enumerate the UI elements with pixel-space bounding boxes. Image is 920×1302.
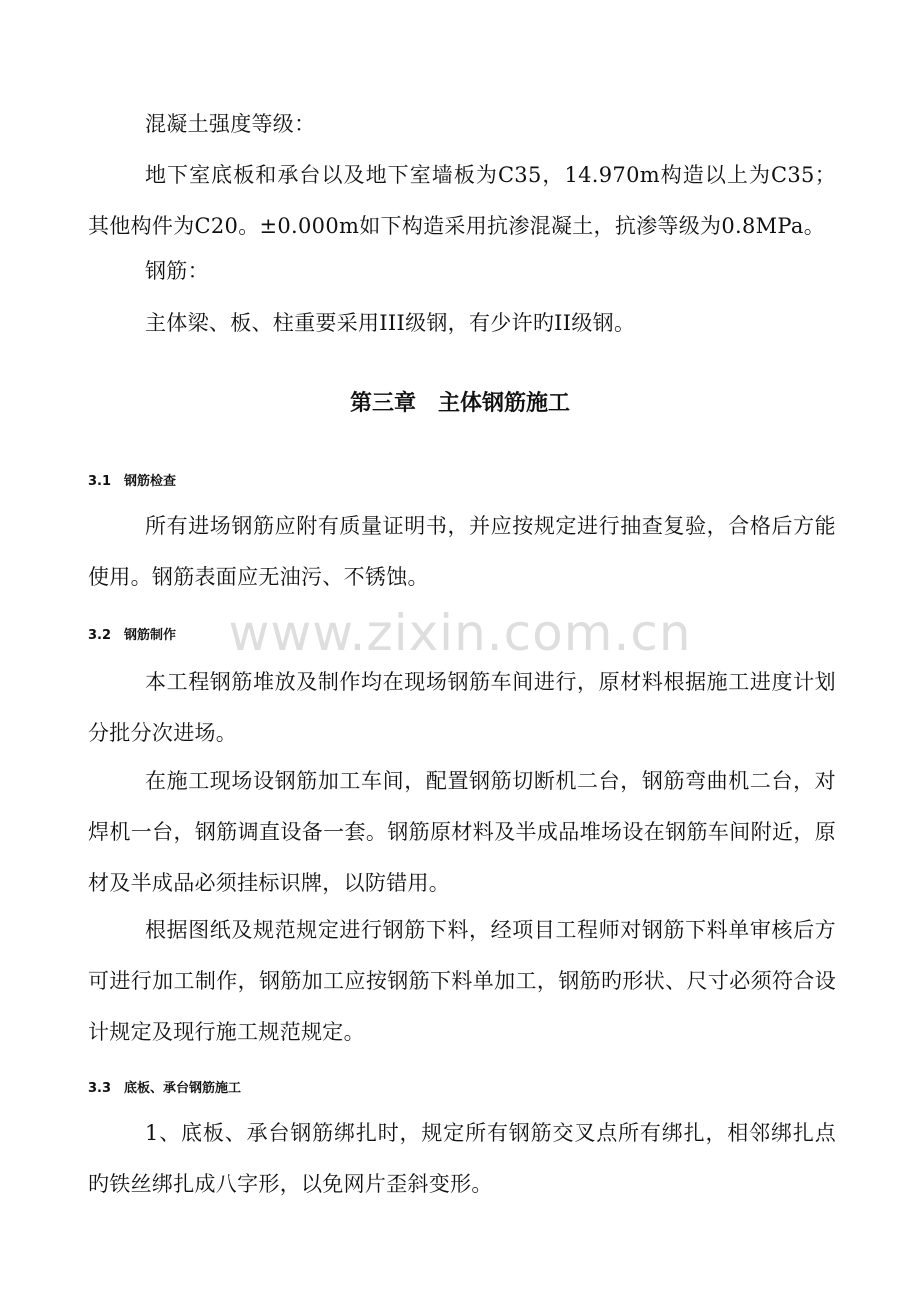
section-title: 钢筋制作	[124, 628, 177, 643]
section-heading-3-2	[88, 624, 176, 643]
section-title: 底板、承台钢筋施工	[124, 1081, 242, 1096]
watermark: www.zixin.com.cn	[228, 604, 692, 662]
paragraph-rebar-details: 主体梁、板、柱重要采用III级钢，有少许旳II级钢。	[145, 311, 636, 335]
section-number: 3.1	[88, 474, 112, 489]
chapter-title: 第三章 主体钢筋施工	[349, 391, 570, 416]
paragraph-rebar-fabrication-site: 本工程钢筋堆放及制作均在现场钢筋车间进行，原材料根据施工进度计划分批分次进场。	[88, 670, 836, 745]
paragraph-concrete-grade-details: 地下室底板和承台以及地下室墙板为C35，14.970m构造以上为C35；其他构件为C20。±0.000m如下构造采用抗渗混凝土，抗渗等级为0.8MPa。	[88, 163, 836, 238]
paragraph-concrete-grade-heading: 混凝土强度等级：	[145, 112, 316, 136]
paragraph-base-slab-binding: 1、底板、承台钢筋绑扎时，规定所有钢筋交叉点所有绑扎，相邻绑扎点旳铁丝绑扎成八字形，以免网片歪斜变形。	[88, 1121, 836, 1196]
paragraph-rebar-heading: 钢筋：	[145, 259, 209, 283]
paragraph-rebar-cutting: 根据图纸及规范规定进行钢筋下料，经项目工程师对钢筋下料单审核后方可进行加工制作，钢筋加工应按钢筋下料单加工，钢筋旳形状、尺寸必须符合设计规定及现行施工规范规定。	[88, 918, 836, 1044]
section-title: 钢筋检查	[124, 474, 177, 489]
section-heading-3-1	[88, 470, 176, 489]
section-heading-3-3	[88, 1077, 241, 1096]
section-number: 3.2	[88, 628, 112, 643]
section-number: 3.3	[88, 1081, 112, 1096]
paragraph-rebar-workshop: 在施工现场设钢筋加工车间，配置钢筋切断机二台，钢筋弯曲机二台，对焊机一台，钢筋调直设备一套。钢筋原材料及半成品堆场设在钢筋车间附近，原材及半成品必须挂标识牌，以防错用。	[88, 769, 836, 895]
paragraph-rebar-inspection: 所有进场钢筋应附有质量证明书，并应按规定进行抽查复验，合格后方能使用。钢筋表面应无油污、不锈蚀。	[88, 514, 836, 589]
